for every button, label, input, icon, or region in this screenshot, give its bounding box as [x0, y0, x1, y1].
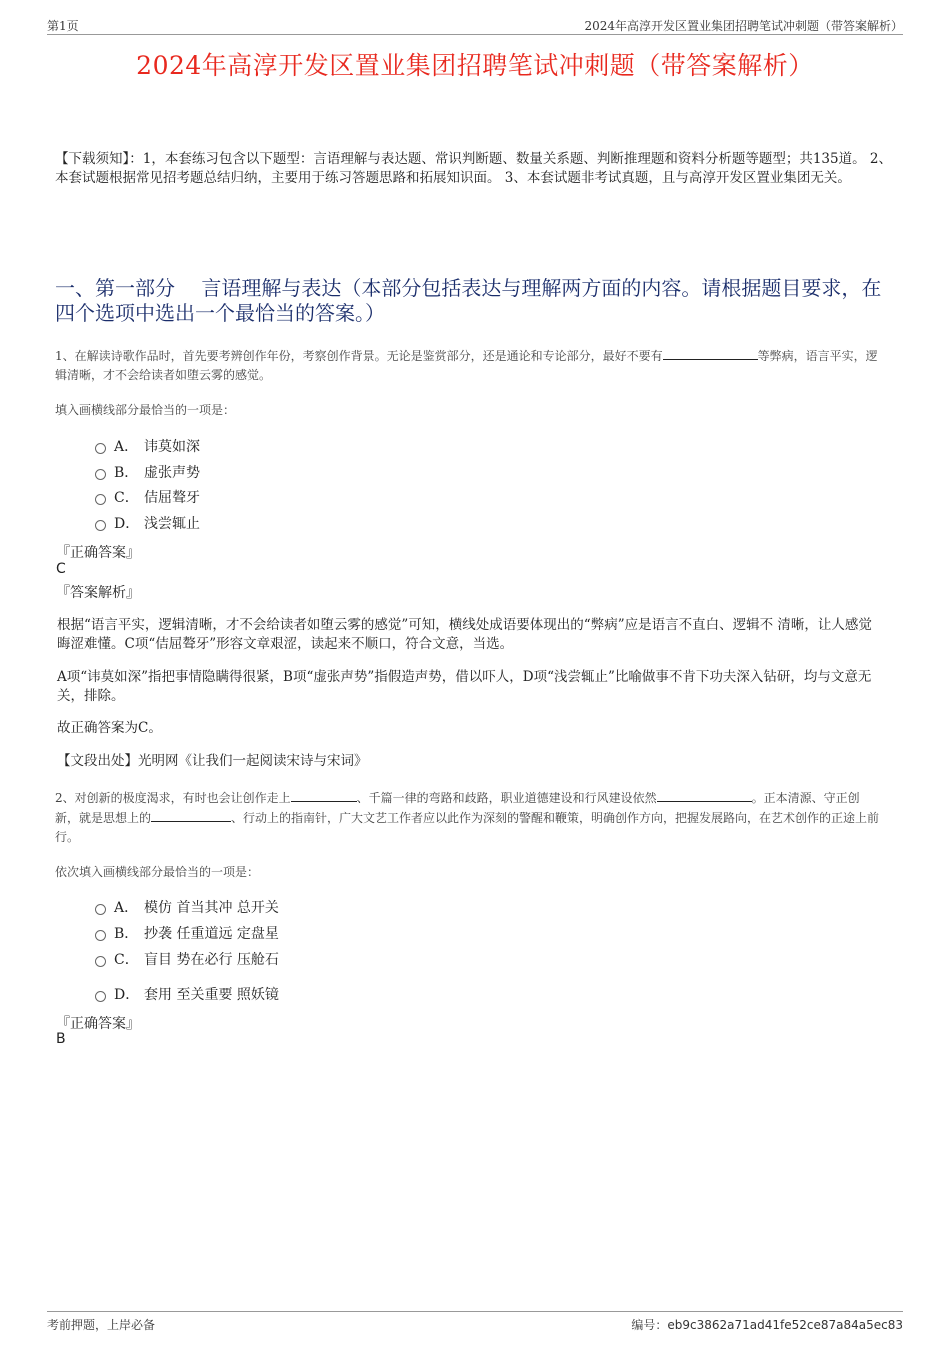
header-doc-title: 2024年高淳开发区置业集团招聘笔试冲刺题（带答案解析） [584, 19, 903, 33]
radio-icon[interactable] [95, 904, 106, 915]
question-1-stem: 1、在解读诗歌作品时，首先要考辨创作年份，考察创作背景。无论是鉴赏部分，还是通论和专论部分，最好不要有 等弊病，语言平实，逻辑清晰，才不会给读者如堕云雾的感觉。 [55, 346, 883, 385]
download-notice: 【下载须知】：1，本套练习包含以下题型：言语理解与表达题、常识判断题、数量关系题、判断推理题和资料分析题等题型；共135道。 2、本套试题根据常见招考题总结归纳，主要用于练习答题思路和拓展知识面。 3、本套试题非考试真题，且与高淳开发区置业集团无关。 [55, 151, 892, 186]
analysis-paragraph: A项“讳莫如深”指把事情隐瞒得很紧，B项“虚张声势”指假造声势，借以吓人，D项“浅尝辄止”比喻做事不肯下功夫深入钻研，均与文意无关，排除。 [57, 669, 872, 704]
answer-blank [291, 788, 357, 802]
page-header [47, 14, 903, 35]
radio-icon[interactable] [95, 494, 106, 505]
correct-answer: B [56, 1031, 66, 1047]
question-1-option-b[interactable]: B． 虚张声势 [95, 462, 200, 482]
radio-icon[interactable] [95, 443, 106, 454]
page-number: 第1页 [47, 19, 79, 33]
question-1-option-d[interactable]: D． 浅尝辄止 [95, 513, 200, 533]
question-2-option-c[interactable]: C． 盲目 势在必行 压舱石 [95, 949, 279, 969]
radio-icon[interactable] [95, 930, 106, 941]
answer-blank [663, 346, 758, 360]
radio-icon[interactable] [95, 956, 106, 967]
page-title: 2024年高淳开发区置业集团招聘笔试冲刺题（带答案解析） [136, 51, 814, 80]
footer-slogan: 考前押题，上岸必备 [47, 1318, 156, 1332]
answer-label: 『正确答案』 [56, 1016, 140, 1032]
question-2-stem: 2、对创新的极度渴求，有时也会让创作走上 、千篇一律的弯路和歧路，职业道德建设和行风建设依然 。正本清源、守正创新，就是思想上的 、行动上的指南针，广大文艺工作者应以此作为深刻的警醒和鞭策，明确创作方向，把握发展路向，在艺术创作的正途上前行。 [55, 788, 883, 847]
question-2-option-a[interactable]: A． 模仿 首当其冲 总开关 [95, 897, 279, 917]
section-heading: 一、第一部分 言语理解与表达（本部分包括表达与理解两方面的内容。请根据题目要求，在四个选项中选出一个最恰当的答案。） [55, 276, 882, 325]
question-1-option-c[interactable]: C． 佶屈聱牙 [95, 487, 200, 507]
analysis-paragraph: 根据“语言平实，逻辑清晰，才不会给读者如堕云雾的感觉”可知，横线处成语要体现出的“弊病”应是语言不直白、逻辑不 清晰，让人感觉晦涩难懂。C项“佶屈聱牙”形容文章艰涩，读起来不顺口，符合文意，当选。 [57, 617, 872, 652]
answer-blank [657, 788, 752, 802]
radio-icon[interactable] [95, 469, 106, 480]
radio-icon[interactable] [95, 991, 106, 1002]
source-citation: 【文段出处】光明网《让我们一起阅读宋诗与宋词》 [57, 753, 368, 769]
answer-blank [151, 808, 231, 822]
document-code: 编号：eb9c3862a71ad41fe52ce87a84a5ec83 [631, 1318, 903, 1332]
question-1-option-a[interactable]: A． 讳莫如深 [95, 436, 200, 456]
answer-label: 『正确答案』 [56, 545, 140, 561]
question-2-prompt: 依次填入画横线部分最恰当的一项是： [55, 865, 260, 879]
analysis-conclusion: 故正确答案为C。 [57, 720, 162, 736]
radio-icon[interactable] [95, 520, 106, 531]
correct-answer: C [56, 561, 66, 577]
question-1-prompt: 填入画横线部分最恰当的一项是： [55, 403, 236, 417]
page-footer [47, 1311, 903, 1332]
analysis-label: 『答案解析』 [56, 585, 140, 601]
question-2-option-b[interactable]: B． 抄袭 任重道远 定盘星 [95, 923, 279, 943]
question-2-option-d[interactable]: D． 套用 至关重要 照妖镜 [95, 984, 279, 1004]
